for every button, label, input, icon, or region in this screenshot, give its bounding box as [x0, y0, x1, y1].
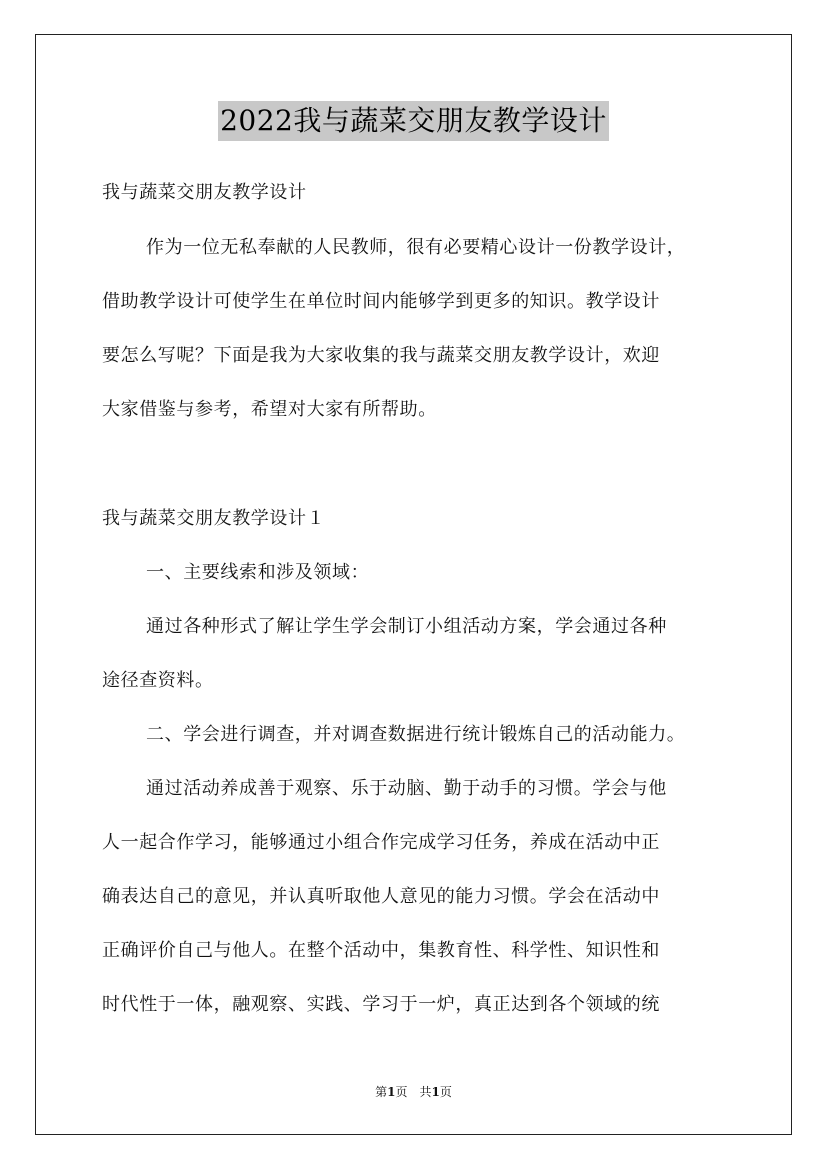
footer-suffix: 页 [439, 1085, 452, 1099]
section-heading: 我与蔬菜交朋友教学设计１ [102, 508, 326, 529]
paragraph-line: 通过活动养成善于观察、乐于动脑、勤于动手的习惯。学会与他 [146, 778, 667, 799]
paragraph-line: 人一起合作学习，能够通过小组合作完成学习任务，养成在活动中正 [102, 832, 660, 853]
paragraph-line: 大家借鉴与参考，希望对大家有所帮助。 [102, 399, 437, 420]
paragraph-line: 要怎么写呢？下面是我为大家收集的我与蔬菜交朋友教学设计，欢迎 [102, 345, 660, 366]
paragraph-line: 确表达自己的意见，并认真听取他人意见的能力习惯。学会在活动中 [102, 886, 660, 907]
footer-page-number: 1 [387, 1085, 396, 1099]
paragraph-line: 途径查资料。 [102, 670, 214, 691]
paragraph-line: 借助教学设计可使学生在单位时间内能够学到更多的知识。教学设计 [102, 291, 660, 312]
document-title: 2022我与蔬菜交朋友教学设计 [218, 101, 609, 141]
paragraph-line: 通过各种形式了解让学生学会制订小组活动方案，学会通过各种 [146, 616, 667, 637]
footer-prefix: 第 [375, 1085, 388, 1099]
paragraph-line: 二、学会进行调查，并对调查数据进行统计锻炼自己的活动能力。 [146, 724, 686, 745]
section-heading: 我与蔬菜交朋友教学设计 [102, 182, 307, 203]
paragraph-line: 正确评价自己与他人。在整个活动中，集教育性、科学性、知识性和 [102, 940, 660, 961]
paragraph-line: 作为一位无私奉献的人民教师，很有必要精心设计一份教学设计， [146, 237, 686, 258]
paragraph-line: 一、主要线索和涉及领域： [146, 562, 370, 583]
paragraph-line: 时代性于一体，融观察、实践、学习于一炉，真正达到各个领域的统 [102, 994, 660, 1015]
footer-mid: 页 共 [395, 1085, 432, 1099]
footer-page-total: 1 [431, 1085, 440, 1099]
page-footer [0, 1084, 827, 1100]
title-container [0, 101, 827, 141]
